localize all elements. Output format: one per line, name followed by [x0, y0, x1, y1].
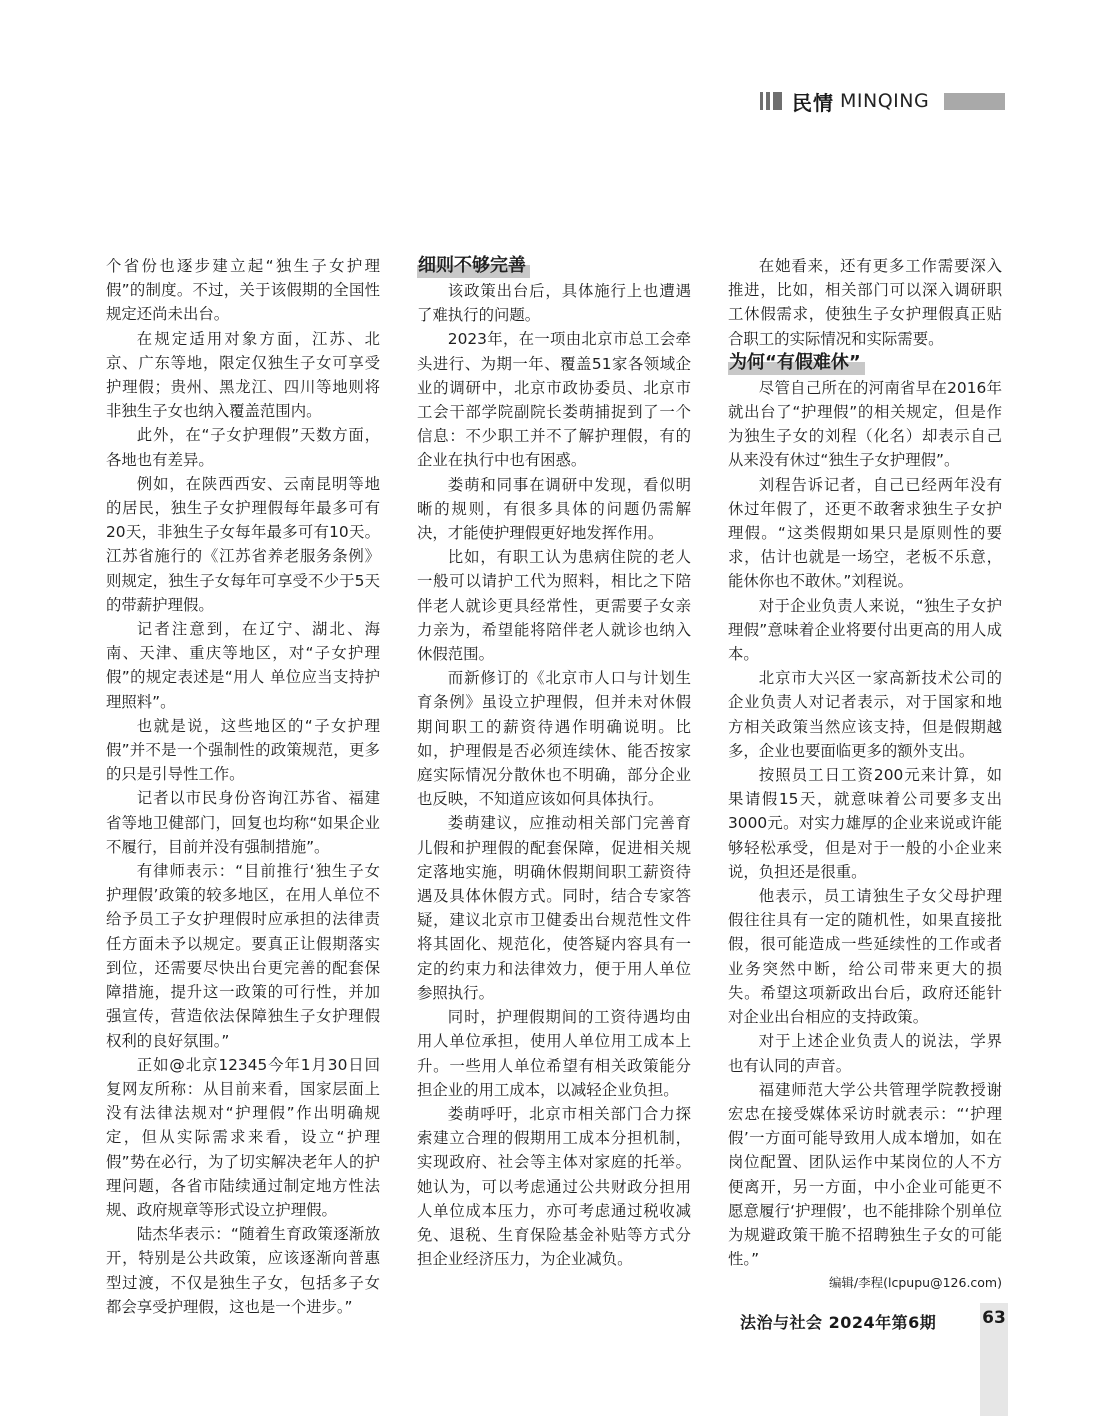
editor-credit: 编辑/李程(lcpupu@126.com) — [828, 1275, 1002, 1291]
paragraph: 比如，有职工认为患病住院的老人一般可以请护工代为照料，相比之下陪伴老人就诊更具经常性，更需要子女亲力亲为，希望能将陪伴老人就诊也纳入休假范围。 — [417, 548, 691, 664]
paragraph: 北京市大兴区一家高新技术公司的企业负责人对记者表示，对于国家和地方相关政策当然应该支持，但是假期越多，企业也要面临更多的额外支出。 — [728, 669, 1002, 760]
subheading-details-incomplete: 细则不够完善 — [417, 254, 530, 278]
paragraph: 有律师表示：“目前推行‘独生子女护理假’政策的较多地区，在用人单位不给予员工子女护理假时应承担的法律责任方面未予以规定。要真正让假期落实到位，还需要尽快出台更完善的配套保障措施，提升这一政策的可行性，并加强宣传，营造依法保障独生子女护理假权利的良好氛围。” — [106, 862, 380, 1050]
paragraph: 在规定适用对象方面，江苏、北京、广东等地，限定仅独生子女可享受护理假；贵州、黑龙江、四川等地则将非独生子女也纳入覆盖范围内。 — [106, 329, 380, 421]
paragraph: 对于上述企业负责人的说法，学界也有认同的声音。 — [728, 1032, 1002, 1075]
paragraph: 刘程告诉记者，自己已经两年没有休过年假了，还更不敢奢求独生子女护理假。“这类假期如果只是原则性的要求，估计也就是一场空，老板不乐意，能休你也不敢休。”刘程说。 — [728, 475, 1002, 591]
section-tag — [760, 88, 929, 114]
decor-bar — [773, 92, 782, 110]
section-title-cn: 民情 — [792, 90, 834, 115]
column-3 — [728, 254, 1002, 1293]
subheading-hard-to-take-leave: 为何“有假难休” — [728, 351, 865, 375]
paragraph: 2023年，在一项由北京市总工会牵头进行、为期一年、覆盖51家各领域企业的调研中，北京市政协委员、北京市工会干部学院副院长娄萌捕捉到了一个信息：不少职工并不了解护理假，有的企业在执行中也有困惑。 — [417, 330, 691, 470]
paragraph: 记者以市民身份咨询江苏省、福建省等地卫健部门，回复也均称“如果企业不履行，目前并没有强制措施”。 — [106, 789, 380, 856]
section-title-en: MINQING — [840, 90, 930, 112]
paragraph: 此外，在“子女护理假”天数方面，各地也有差异。 — [106, 426, 380, 469]
decor-bar — [760, 92, 763, 110]
paragraph: 同时，护理假期间的工资待遇均由用人单位承担，使用人单位用工成本上升。一些用人单位希望有相关政策能分担企业的用工成本，以减轻企业负担。 — [417, 1008, 691, 1099]
paragraph: 尽管自己所在的河南省早在2016年就出台了“护理假”的相关规定，但是作为独生子女的刘程（化名）却表示自己从来没有休过“独生子女护理假”。 — [728, 378, 1002, 470]
paragraph: 也就是说，这些地区的“子女护理假”并不是一个强制性的政策规范，更多的只是引导性工作。 — [106, 716, 380, 784]
paragraph: 例如，在陕西西安、云南昆明等地的居民，独生子女护理假每年最多可有20天，非独生子女每年最多可有10天。江苏省施行的《江苏省养老服务条例》则规定，独生子女每年可享受不少于5天的带薪护理假。 — [106, 474, 380, 614]
paragraph: 在她看来，还有更多工作需要深入推进，比如，相关部门可以深入调研职工休假需求，使独生子女护理假真正贴合职工的实际情况和实际需要。 — [728, 257, 1002, 348]
paragraph: 该政策出台后，具体施行上也遭遇了难执行的问题。 — [417, 282, 691, 325]
paragraph: 按照员工日工资200元来计算，如果请假15天，就意味着公司要多支出3000元。对实力雄厚的企业来说或许能够轻松承受，但是对于一般的小企业来说，负担还是很重。 — [728, 766, 1002, 881]
column-1 — [106, 254, 380, 1319]
paragraph: 娄萌建议，应推动相关部门完善育儿假和护理假的配套保障，促进相关规定落地实施，明确休假期间职工薪资待遇及具体休假方式。同时，结合专家答疑，建议北京市卫健委出台规范性文件将其固化、规范化，使答疑内容具有一定的约束力和法律效力，便于用人单位参照执行。 — [417, 814, 691, 1002]
decor-bar — [766, 92, 770, 110]
paragraph: 个省份也逐步建立起“独生子女护理假”的制度。不过，关于该假期的全国性规定还尚未出台。 — [106, 257, 380, 324]
publication-info: 法治与社会 2024年第6期 — [740, 1313, 937, 1332]
paragraph: 记者注意到，在辽宁、湖北、海南、天津、重庆等地区，对“子女护理假”的规定表述是“用人 单位应当支持护理照料”。 — [106, 620, 380, 711]
section-decor-block — [944, 93, 1005, 110]
paragraph: 而新修订的《北京市人口与计划生育条例》虽设立护理假，但并未对休假期间职工的薪资待遇作明确说明。比如，护理假是否必须连续休、能否按家庭实际情况分散休也不明确，部分企业也反映，不知道应该如何具体执行。 — [417, 669, 691, 809]
paragraph: 陆杰华表示：“随着生育政策逐渐放开，特别是公共政策，应该逐渐向普惠型过渡，不仅是独生子女，包括多子女都会享受护理假，这也是一个进步。” — [106, 1225, 380, 1316]
column-2 — [417, 254, 691, 1271]
paragraph: 娄萌和同事在调研中发现，看似明晰的规则，有很多具体的问题仍需解决，才能使护理假更好地发挥作用。 — [417, 475, 691, 543]
page-number: 63 — [982, 1308, 1006, 1328]
paragraph: 正如@北京12345今年1月30日回复网友所称：从目前来看，国家层面上没有法律法规对“护理假”作出明确规定，但从实际需求来看，设立“护理假”势在必行，为了切实解决老年人的护理问题，各省市陆续通过制定地方性法规、政府规章等形式设立护理假。 — [106, 1055, 380, 1219]
paragraph: 他表示，员工请独生子女父母护理假往往具有一定的随机性，如果直接批假，很可能造成一些延续性的工作或者业务突然中断，给公司带来更大的损失。希望这项新政出台后，政府还能针对企业出台相应的支持政策。 — [728, 887, 1002, 1027]
paragraph: 福建师范大学公共管理学院教授谢宏忠在接受媒体采访时就表示：“‘护理假’一方面可能导致用人成本增加，如在岗位配置、团队运作中某岗位的人不方便离开，另一方面，中小企业可能更不愿意履行‘护理假’，也不能排除个别单位为规避政策干脆不招聘独生子女的可能性。” — [728, 1080, 1002, 1269]
paragraph: 娄萌呼吁，北京市相关部门合力探索建立合理的假期用工成本分担机制，实现政府、社会等主体对家庭的托举。她认为，可以考虑通过公共财政分担用人单位成本压力，亦可考虑通过税收减免、退税、生育保险基金补贴等方式分担企业经济压力，为企业减负。 — [417, 1104, 691, 1269]
paragraph: 对于企业负责人来说，“独生子女护理假”意味着企业将要付出更高的用人成本。 — [728, 596, 1002, 664]
